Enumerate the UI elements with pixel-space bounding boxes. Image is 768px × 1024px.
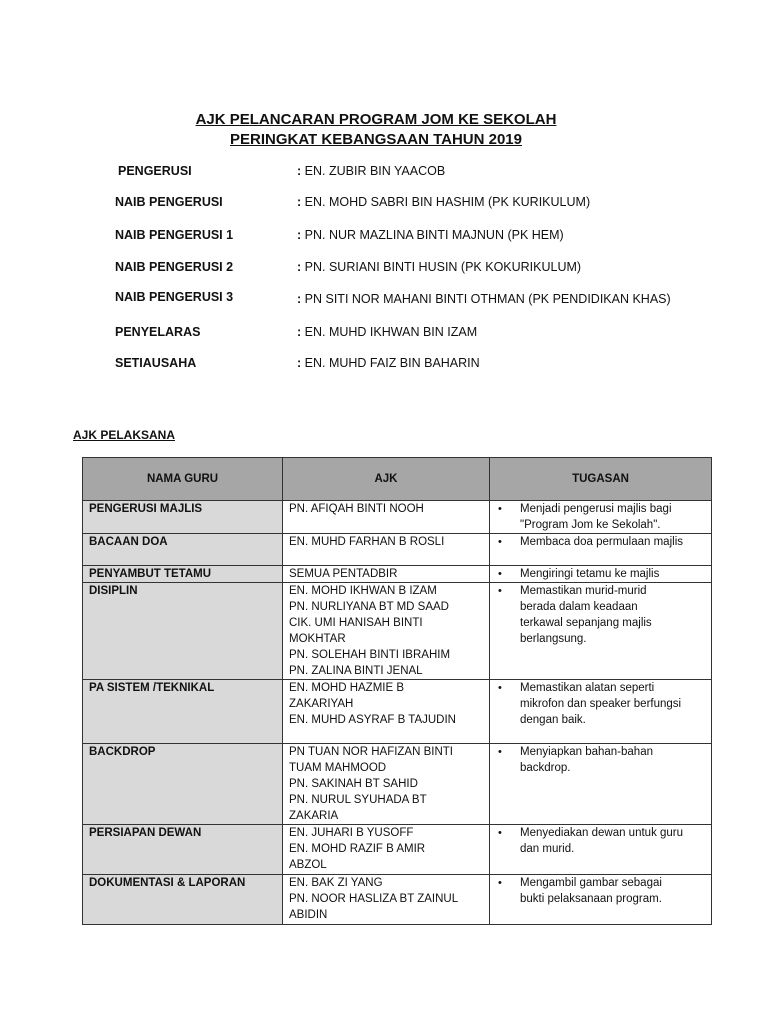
- officer-name: PN SITI NOR MAHANI BINTI OTHMAN (PK PENDIDIKAN KHAS): [304, 292, 671, 306]
- officer-value: [297, 356, 480, 374]
- cell-members: [283, 875, 490, 925]
- task-text: Menyediakan dewan untuk guru: [520, 827, 684, 839]
- task-text: bukti pelaksanaan program.: [520, 893, 662, 905]
- task-text: Memastikan alatan seperti: [520, 682, 655, 694]
- bullet-icon: •: [498, 568, 502, 580]
- table-row: [83, 566, 712, 583]
- officer-label: NAIB PENGERUSI 3: [115, 290, 234, 304]
- colon-separator: :: [297, 292, 302, 306]
- colon-separator: :: [297, 164, 302, 178]
- cell-role: [83, 583, 283, 680]
- task-text: Memastikan murid-murid: [520, 585, 647, 597]
- task-text: backdrop.: [520, 762, 571, 774]
- officer-name: PN. NUR MAZLINA BINTI MAJNUN (PK HEM): [304, 228, 564, 242]
- officer-label: SETIAUSAHA: [115, 356, 197, 370]
- cell-members: [283, 501, 490, 534]
- task-text: Menjadi pengerusi majlis bagi: [520, 503, 672, 515]
- cell-role: [83, 744, 283, 825]
- cell-tasks: [490, 744, 712, 825]
- bullet-icon: •: [498, 682, 502, 694]
- officer-value: [297, 325, 477, 343]
- member-name: EN. MUHD FARHAN B ROSLI: [289, 536, 445, 548]
- bullet-icon: •: [498, 746, 502, 758]
- member-name: PN. NOOR HASLIZA BT ZAINUL: [289, 893, 459, 905]
- table-row: [83, 875, 712, 925]
- role-label: DOKUMENTASI & LAPORAN: [89, 877, 246, 889]
- member-name: ABZOL: [289, 859, 327, 871]
- bullet-icon: •: [498, 877, 502, 889]
- bullet-icon: •: [498, 536, 502, 548]
- task-text: terkawal sepanjang majlis: [520, 617, 652, 629]
- role-label: PERSIAPAN DEWAN: [89, 827, 202, 839]
- member-name: PN. NURLIYANA BT MD SAAD: [289, 601, 449, 613]
- officer-label: PENYELARAS: [115, 325, 201, 339]
- member-name: MOKHTAR: [289, 633, 346, 645]
- member-name: PN. AFIQAH BINTI NOOH: [289, 503, 424, 515]
- table-row: [83, 583, 712, 680]
- cell-tasks: [490, 680, 712, 744]
- cell-members: [283, 583, 490, 680]
- officer-value: [297, 195, 590, 213]
- task-item: [496, 825, 705, 857]
- cell-tasks: [490, 534, 712, 566]
- officer-value: [297, 260, 581, 278]
- cell-role: [83, 875, 283, 925]
- member-name: ZAKARIA: [289, 810, 339, 822]
- officer-name: EN. MUHD FAIZ BIN BAHARIN: [304, 356, 480, 370]
- cell-members: [283, 566, 490, 583]
- role-label: DISIPLIN: [89, 585, 138, 597]
- member-name: PN. SAKINAH BT SAHID: [289, 778, 418, 790]
- member-name: ZAKARIYAH: [289, 698, 354, 710]
- header-ajk: AJK: [283, 458, 490, 501]
- task-item: [496, 501, 705, 533]
- cell-tasks: [490, 583, 712, 680]
- cell-tasks: [490, 875, 712, 925]
- task-text: Menyiapkan bahan-bahan: [520, 746, 653, 758]
- officer-label: NAIB PENGERUSI: [115, 195, 223, 209]
- task-item: [496, 566, 705, 582]
- officer-value: [297, 228, 564, 246]
- member-name: EN. MOHD IKHWAN B IZAM: [289, 585, 437, 597]
- officer-label: PENGERUSI: [118, 164, 192, 178]
- officer-name: EN. MUHD IKHWAN BIN IZAM: [304, 325, 478, 339]
- officer-name: EN. ZUBIR BIN YAACOB: [304, 164, 446, 178]
- task-item: [496, 875, 705, 907]
- table-row: [83, 534, 712, 566]
- officer-value: [297, 164, 445, 182]
- cell-members: [283, 744, 490, 825]
- task-text: Membaca doa permulaan majlis: [520, 536, 683, 548]
- colon-separator: :: [297, 260, 302, 274]
- cell-role: [83, 566, 283, 583]
- member-name: EN. MOHD HAZMIE B: [289, 682, 405, 694]
- member-name: PN TUAN NOR HAFIZAN BINTI: [289, 746, 453, 758]
- document-title-line-2: PERINGKAT KEBANGSAAN TAHUN 2019: [230, 131, 522, 148]
- cell-role: [83, 534, 283, 566]
- officer-name: EN. MOHD SABRI BIN HASHIM (PK KURIKULUM): [304, 195, 591, 209]
- role-label: BACKDROP: [89, 746, 156, 758]
- member-name: TUAM MAHMOOD: [289, 762, 387, 774]
- role-label: PENGERUSI MAJLIS: [89, 503, 203, 515]
- bullet-icon: •: [498, 503, 502, 515]
- colon-separator: :: [297, 228, 302, 242]
- member-name: EN. MUHD ASYRAF B TAJUDIN: [289, 714, 456, 726]
- officer-label: NAIB PENGERUSI 1: [115, 228, 234, 242]
- task-item: [496, 583, 705, 647]
- cell-role: [83, 825, 283, 875]
- table-row: [83, 744, 712, 825]
- cell-members: [283, 534, 490, 566]
- table-row: [83, 825, 712, 875]
- role-label: PENYAMBUT TETAMU: [89, 568, 212, 580]
- document-title-line-1: AJK PELANCARAN PROGRAM JOM KE SEKOLAH: [195, 111, 557, 128]
- section-title-ajk-pelaksana: AJK PELAKSANA: [73, 428, 176, 442]
- task-item: [496, 680, 705, 728]
- member-name: EN. MOHD RAZIF B AMIR: [289, 843, 426, 855]
- officer-name: PN. SURIANI BINTI HUSIN (PK KOKURIKULUM): [304, 260, 582, 274]
- member-name: CIK. UMI HANISAH BINTI: [289, 617, 423, 629]
- table-row: [83, 501, 712, 534]
- colon-separator: :: [297, 356, 302, 370]
- table-row: [83, 680, 712, 744]
- officer-label: NAIB PENGERUSI 2: [115, 260, 234, 274]
- task-text: dengan baik.: [520, 714, 586, 726]
- colon-separator: :: [297, 325, 302, 339]
- header-tugasan: TUGASAN: [490, 458, 712, 501]
- colon-separator: :: [297, 195, 302, 209]
- ajk-pelaksana-table: [82, 457, 712, 925]
- cell-tasks: [490, 501, 712, 534]
- cell-role: [83, 680, 283, 744]
- officer-value: [297, 292, 671, 310]
- member-name: PN. ZALINA BINTI JENAL: [289, 665, 423, 677]
- task-text: berlangsung.: [520, 633, 587, 645]
- task-text: Mengiringi tetamu ke majlis: [520, 568, 660, 580]
- cell-role: [83, 501, 283, 534]
- member-name: SEMUA PENTADBIR: [289, 568, 398, 580]
- header-nama-guru: NAMA GURU: [83, 458, 283, 501]
- cell-members: [283, 825, 490, 875]
- cell-tasks: [490, 566, 712, 583]
- member-name: PN. NURUL SYUHADA BT: [289, 794, 427, 806]
- task-item: [496, 534, 705, 550]
- cell-members: [283, 680, 490, 744]
- task-text: Mengambil gambar sebagai: [520, 877, 662, 889]
- task-text: "Program Jom ke Sekolah".: [520, 519, 661, 531]
- task-text: berada dalam keadaan: [520, 601, 638, 613]
- bullet-icon: •: [498, 585, 502, 597]
- task-text: dan murid.: [520, 843, 575, 855]
- cell-tasks: [490, 825, 712, 875]
- member-name: EN. JUHARI B YUSOFF: [289, 827, 414, 839]
- role-label: BACAAN DOA: [89, 536, 168, 548]
- member-name: PN. SOLEHAH BINTI IBRAHIM: [289, 649, 451, 661]
- task-item: [496, 744, 705, 776]
- task-text: mikrofon dan speaker berfungsi: [520, 698, 682, 710]
- table-header-row: [83, 458, 712, 501]
- role-label: PA SISTEM /TEKNIKAL: [89, 682, 215, 694]
- bullet-icon: •: [498, 827, 502, 839]
- member-name: ABIDIN: [289, 909, 328, 921]
- member-name: EN. BAK ZI YANG: [289, 877, 383, 889]
